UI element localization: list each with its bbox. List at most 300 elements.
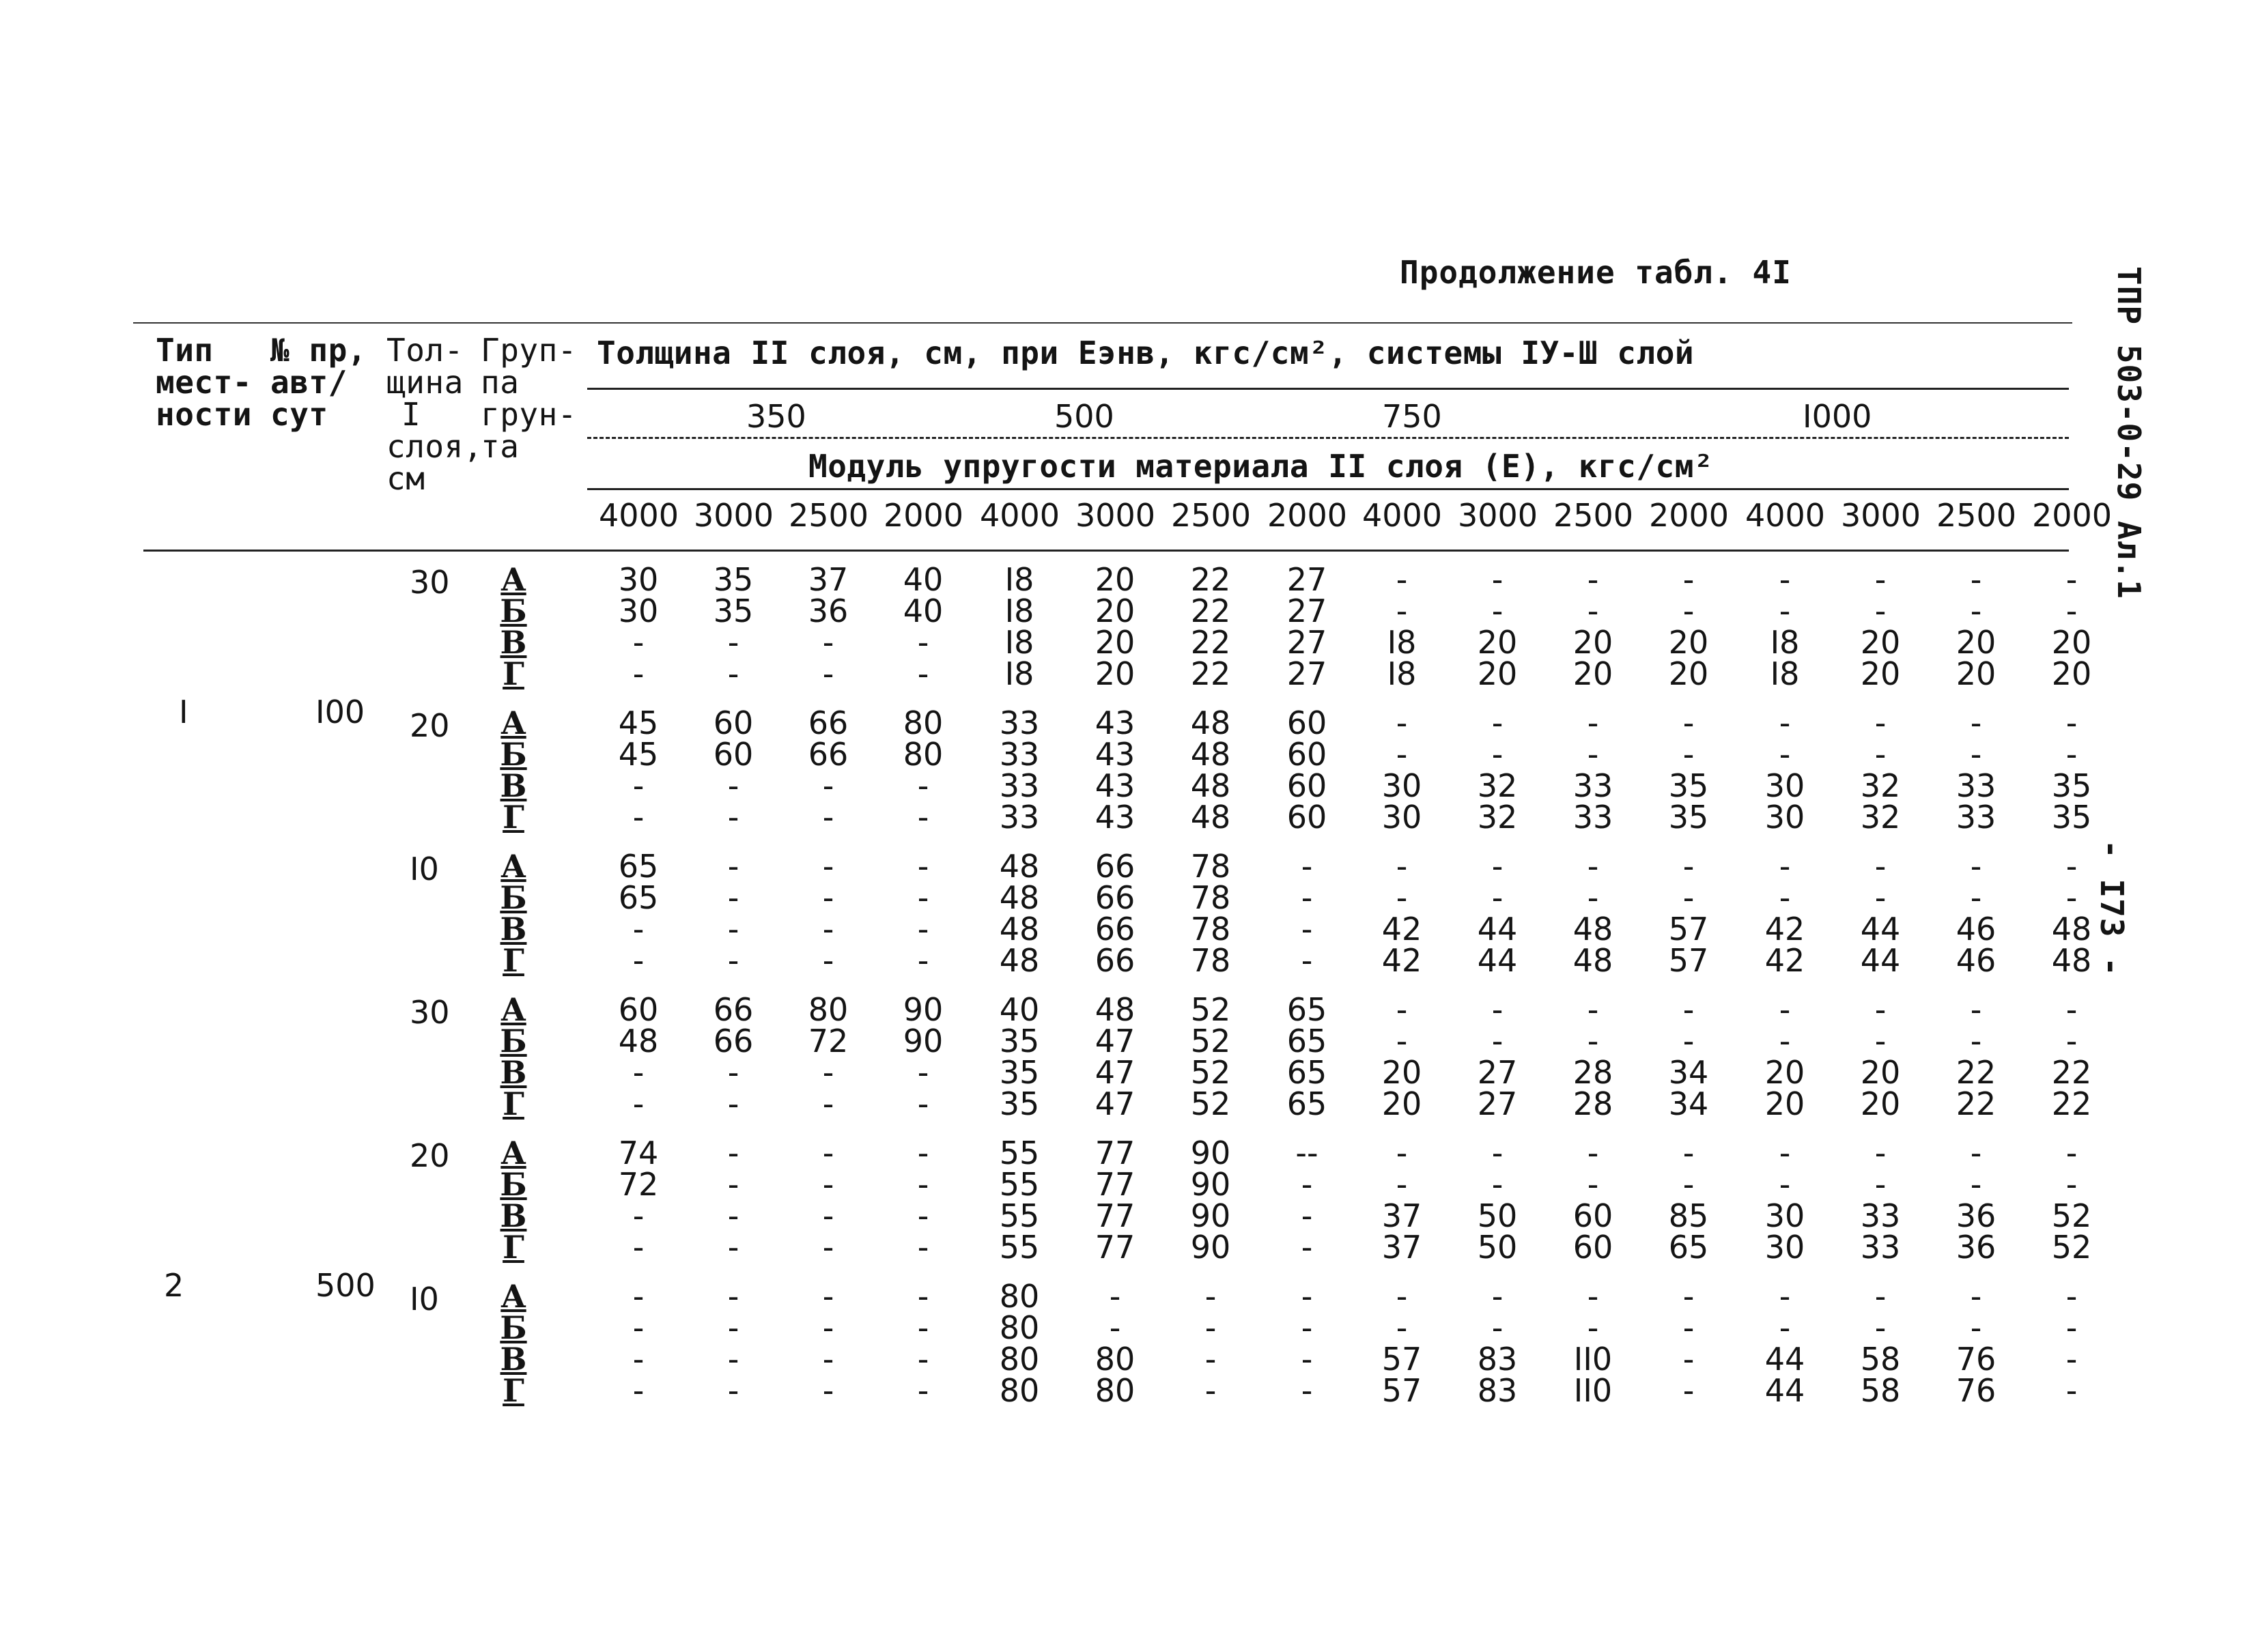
- table-cell: -: [1204, 1341, 1217, 1378]
- table-cell: 20: [1860, 655, 1901, 692]
- table-cell: 40: [903, 561, 944, 598]
- table-cell: -: [917, 1309, 929, 1346]
- table-cell: 35: [1668, 767, 1709, 804]
- table-cell: 80: [808, 991, 849, 1028]
- table-cell: -: [727, 1054, 739, 1091]
- table-cell: 30: [1764, 767, 1805, 804]
- table-cell: -: [1396, 704, 1408, 741]
- table-cell: 80: [1095, 1341, 1135, 1378]
- table-cell: 60: [1286, 799, 1327, 836]
- soil-group-letter: А: [500, 704, 526, 741]
- table-cell: 66: [713, 1023, 754, 1059]
- table-cell: 46: [1956, 911, 1996, 948]
- table-cell: -: [1301, 1278, 1313, 1315]
- table-cell: 32: [1860, 767, 1901, 804]
- table-cell: -: [727, 879, 739, 916]
- modulus-column-label: 3000: [1841, 497, 1921, 534]
- table-cell: 52: [1190, 991, 1231, 1028]
- table-cell: 35: [999, 1023, 1040, 1059]
- table-cell: 65: [1286, 1054, 1327, 1091]
- table-cell: -: [1682, 1135, 1695, 1171]
- table-cell: 80: [903, 736, 944, 773]
- modulus-column-label: 2500: [1936, 497, 2017, 534]
- soil-group-letter: В: [500, 911, 527, 948]
- table-cell: I8: [1004, 655, 1034, 692]
- table-cell: 50: [1477, 1229, 1518, 1266]
- table-cell: -: [1301, 942, 1313, 979]
- header-egroup-500: 500: [1054, 398, 1114, 435]
- table-cell: -: [1874, 1135, 1887, 1171]
- table-cell: 66: [808, 736, 849, 773]
- table-cell: 52: [1190, 1054, 1231, 1091]
- table-cell: 30: [1381, 799, 1422, 836]
- table-cell: -: [917, 624, 929, 661]
- table-cell: 20: [1381, 1054, 1422, 1091]
- table-cell: -: [917, 1054, 929, 1091]
- table-cell: I8: [1004, 561, 1034, 598]
- header-egroup-1000: I000: [1803, 398, 1872, 435]
- table-cell: 33: [1572, 767, 1613, 804]
- table-cell: -: [2065, 736, 2078, 773]
- table-cell: -: [917, 799, 929, 836]
- header-terrain-type: Тип мест- ности: [156, 332, 252, 433]
- table-cell: 66: [1095, 911, 1135, 948]
- table-cell: 55: [999, 1197, 1040, 1234]
- table-cell: -: [1874, 736, 1887, 773]
- table-cell: -: [1587, 1135, 1599, 1171]
- table-cell: 43: [1095, 704, 1135, 741]
- table-cell: I8: [1004, 624, 1034, 661]
- table-cell: -: [822, 655, 834, 692]
- table-cell: -: [632, 1341, 645, 1378]
- table-cell: -: [1301, 911, 1313, 948]
- table-cell: 60: [713, 704, 754, 741]
- table-cell: -: [2065, 848, 2078, 885]
- soil-group-letter: Б: [500, 879, 527, 916]
- table-cell: 20: [1860, 1085, 1901, 1122]
- table-cell: 66: [1095, 879, 1135, 916]
- table-cell: -: [1970, 991, 1982, 1028]
- table-cell: -: [1970, 704, 1982, 741]
- table-cell: -: [1396, 561, 1408, 598]
- modulus-column-label: 3000: [694, 497, 774, 534]
- table-cell: 27: [1286, 593, 1327, 629]
- table-cell: -: [1874, 879, 1887, 916]
- table-cell: 40: [903, 593, 944, 629]
- table-cell: -: [2065, 1023, 2078, 1059]
- table-cell: 20: [1477, 655, 1518, 692]
- modulus-column-label: 2000: [2032, 497, 2113, 534]
- header-thickness-label: Толщина II слоя, см, при Еэнв, кгс/см², системы IУ-Ш слой: [597, 334, 1695, 371]
- modulus-column-label: 2000: [1649, 497, 1730, 534]
- table-cell: 22: [1190, 655, 1231, 692]
- table-cell: -: [632, 1197, 645, 1234]
- table-cell: 80: [999, 1341, 1040, 1378]
- table-cell: -: [1779, 1166, 1791, 1203]
- table-cell: -: [632, 1054, 645, 1091]
- table-cell: -: [727, 942, 739, 979]
- table-cell: II0: [1573, 1372, 1613, 1409]
- soil-group-letter: В: [500, 1197, 527, 1234]
- modulus-column-label: 4000: [1362, 497, 1443, 534]
- table-cell: -: [1301, 1309, 1313, 1346]
- table-cell: -: [1779, 1023, 1791, 1059]
- soil-group-letter: А: [500, 1278, 526, 1315]
- modulus-column-label: 2000: [1267, 497, 1348, 534]
- table-cell: 44: [1764, 1341, 1805, 1378]
- table-cell: -: [1491, 704, 1504, 741]
- table-cell: I8: [1770, 655, 1800, 692]
- table-cell: -: [917, 1197, 929, 1234]
- soil-group-letter: Г: [503, 655, 524, 692]
- table-cell: -: [917, 1135, 929, 1171]
- terrain-type-value: 2: [164, 1267, 184, 1304]
- table-cell: 76: [1956, 1341, 1996, 1378]
- table-cell: 46: [1956, 942, 1996, 979]
- table-cell: 45: [618, 736, 659, 773]
- table-cell: -: [1301, 1372, 1313, 1409]
- soil-group-letter: А: [500, 848, 526, 885]
- table-cell: -: [1682, 1166, 1695, 1203]
- table-cell: -: [1682, 593, 1695, 629]
- table-cell: -: [2065, 561, 2078, 598]
- table-cell: -: [1587, 1166, 1599, 1203]
- table-cell: -: [1874, 1278, 1887, 1315]
- table-cell: 32: [1477, 799, 1518, 836]
- modulus-column-label: 3000: [1458, 497, 1538, 534]
- table-cell: 85: [1668, 1197, 1709, 1234]
- table-cell: 20: [1956, 655, 1996, 692]
- table-cell: -: [727, 1085, 739, 1122]
- soil-group-letter: Г: [503, 799, 524, 836]
- table-cell: 20: [1095, 624, 1135, 661]
- table-cell: 20: [1764, 1085, 1805, 1122]
- table-cell: -: [822, 1372, 834, 1409]
- table-cell: 20: [2051, 624, 2092, 661]
- table-cell: -: [1491, 561, 1504, 598]
- table-cell: 80: [999, 1309, 1040, 1346]
- table-cell: 65: [1668, 1229, 1709, 1266]
- soil-group-letter: Г: [503, 1085, 524, 1122]
- table-cell: 60: [618, 991, 659, 1028]
- table-cell: I8: [1004, 593, 1034, 629]
- header-egroup-350: 350: [746, 398, 806, 435]
- table-cell: -: [822, 911, 834, 948]
- table-cell: 37: [808, 561, 849, 598]
- table-cell: -: [1491, 1135, 1504, 1171]
- table-cell: -: [1204, 1278, 1217, 1315]
- table-cell: -: [632, 911, 645, 948]
- table-cell: 83: [1477, 1372, 1518, 1409]
- table-cell: -: [1779, 1278, 1791, 1315]
- table-cell: 80: [1095, 1372, 1135, 1409]
- table-cell: 57: [1381, 1372, 1422, 1409]
- table-cell: -: [1682, 1023, 1695, 1059]
- table-cell: 77: [1095, 1166, 1135, 1203]
- table-cell: 32: [1860, 799, 1901, 836]
- table-cell: 60: [1286, 736, 1327, 773]
- table-cell: -: [917, 879, 929, 916]
- soil-group-letter: А: [500, 1135, 526, 1171]
- table-cell: -: [1970, 561, 1982, 598]
- table-cell: 30: [1764, 1197, 1805, 1234]
- table-cell: 72: [618, 1166, 659, 1203]
- table-cell: 36: [1956, 1229, 1996, 1266]
- table-cell: -: [1587, 704, 1599, 741]
- table-cell: I8: [1387, 655, 1417, 692]
- table-cell: -: [1301, 1197, 1313, 1234]
- table-cell: 58: [1860, 1372, 1901, 1409]
- soil-group-letter: Б: [500, 1166, 527, 1203]
- table-cell: -: [2065, 991, 2078, 1028]
- table-cell: -: [727, 1278, 739, 1315]
- table-cell: -: [632, 624, 645, 661]
- table-cell: -: [2065, 704, 2078, 741]
- table-cell: -: [632, 1309, 645, 1346]
- header-soil-group: Груп- па грун- та: [481, 332, 577, 465]
- table-cell: 42: [1764, 911, 1805, 948]
- table-cell: -: [1779, 704, 1791, 741]
- table-cell: 48: [1190, 799, 1231, 836]
- table-cell: 48: [999, 911, 1040, 948]
- table-cell: -: [1491, 1166, 1504, 1203]
- table-cell: 22: [2051, 1085, 2092, 1122]
- table-cell: 80: [903, 704, 944, 741]
- table-cell: 78: [1190, 879, 1231, 916]
- table-cell: -: [1396, 736, 1408, 773]
- header-traffic: № пр, авт/ сут: [270, 332, 367, 433]
- table-cell: 36: [808, 593, 849, 629]
- table-cell: 27: [1286, 561, 1327, 598]
- table-cell: 78: [1190, 911, 1231, 948]
- table-cell: 33: [999, 736, 1040, 773]
- table-cell: -: [822, 942, 834, 979]
- modulus-column-label: 4000: [1745, 497, 1826, 534]
- table-cell: 47: [1095, 1085, 1135, 1122]
- table-cell: 48: [1572, 911, 1613, 948]
- table-cell: -: [1396, 879, 1408, 916]
- table-cell: -: [2065, 1341, 2078, 1378]
- table-cell: -: [1587, 1023, 1599, 1059]
- table-cell: -: [1874, 1023, 1887, 1059]
- table-cell: -: [727, 1135, 739, 1171]
- table-cell: 35: [2051, 767, 2092, 804]
- table-cell: -: [1779, 848, 1791, 885]
- table-cell: -: [1970, 736, 1982, 773]
- table-cell: -: [1396, 848, 1408, 885]
- table-cell: 57: [1668, 911, 1709, 948]
- table-cell: -: [1587, 593, 1599, 629]
- table-cell: 90: [1190, 1166, 1231, 1203]
- modulus-column-label: 2000: [884, 497, 964, 534]
- table-cell: 76: [1956, 1372, 1996, 1409]
- table-cell: 30: [1764, 1229, 1805, 1266]
- table-cell: 30: [618, 561, 659, 598]
- table-cell: 77: [1095, 1135, 1135, 1171]
- table-cell: 48: [999, 879, 1040, 916]
- soil-group-letter: А: [500, 991, 526, 1028]
- table-cell: 48: [1190, 736, 1231, 773]
- table-cell: 20: [1477, 624, 1518, 661]
- table-cell: 90: [903, 1023, 944, 1059]
- table-cell: -: [1491, 1278, 1504, 1315]
- table-cell: -: [2065, 1135, 2078, 1171]
- table-cell: -: [1396, 1135, 1408, 1171]
- table-cell: 37: [1381, 1229, 1422, 1266]
- terrain-type-value: I: [179, 694, 188, 730]
- table-cell: -: [1970, 1309, 1982, 1346]
- table-cell: -: [1587, 1278, 1599, 1315]
- table-cell: 20: [1572, 624, 1613, 661]
- table-cell: 47: [1095, 1023, 1135, 1059]
- table-cell: -: [727, 1229, 739, 1266]
- table-cell: -: [1491, 593, 1504, 629]
- table-cell: -: [727, 911, 739, 948]
- header-modulus-label: Модуль упругости материала II слоя (Е), кгс/см²: [808, 448, 1714, 485]
- table-cell: 57: [1668, 942, 1709, 979]
- table-cell: -: [2065, 1166, 2078, 1203]
- table-cell: -: [917, 655, 929, 692]
- table-cell: -: [1874, 561, 1887, 598]
- table-cell: -: [2065, 879, 2078, 916]
- table-cell: 66: [713, 991, 754, 1028]
- table-cell: 47: [1095, 1054, 1135, 1091]
- table-cell: -: [1874, 991, 1887, 1028]
- table-cell: 20: [2051, 655, 2092, 692]
- header-top-rule: [133, 322, 2072, 324]
- table-cell: -: [727, 1197, 739, 1234]
- table-cell: 20: [1764, 1054, 1805, 1091]
- table-cell: -: [1779, 991, 1791, 1028]
- table-cell: 27: [1477, 1085, 1518, 1122]
- table-cell: -: [822, 1309, 834, 1346]
- modulus-column-label: 3000: [1075, 497, 1156, 534]
- table-cell: -: [727, 799, 739, 836]
- table-cell: -: [1396, 1309, 1408, 1346]
- table-cell: 30: [1764, 799, 1805, 836]
- table-cell: -: [1682, 561, 1695, 598]
- table-cell: -: [632, 942, 645, 979]
- header-bottom-rule: [143, 550, 2069, 552]
- table-cell: 33: [1956, 799, 1996, 836]
- table-cell: 22: [1956, 1085, 1996, 1122]
- table-cell: -: [2065, 1372, 2078, 1409]
- table-cell: -: [822, 1278, 834, 1315]
- table-cell: 30: [1381, 767, 1422, 804]
- table-cell: -: [632, 655, 645, 692]
- soil-group-letter: В: [500, 767, 527, 804]
- table-cell: 44: [1764, 1372, 1805, 1409]
- table-cell: -: [1682, 704, 1695, 741]
- modulus-column-label: 4000: [980, 497, 1060, 534]
- table-cell: 55: [999, 1229, 1040, 1266]
- table-cell: -: [1301, 879, 1313, 916]
- table-cell: 44: [1860, 942, 1901, 979]
- table-cell: 65: [1286, 1085, 1327, 1122]
- soil-group-letter: Б: [500, 593, 527, 629]
- table-cell: 28: [1572, 1054, 1613, 1091]
- table-cell: 33: [1860, 1197, 1901, 1234]
- table-cell: 83: [1477, 1341, 1518, 1378]
- table-cell: -: [822, 1341, 834, 1378]
- table-cell: 22: [2051, 1054, 2092, 1091]
- table-cell: -: [917, 942, 929, 979]
- table-cell: -: [1204, 1309, 1217, 1346]
- table-cell: -: [1396, 1278, 1408, 1315]
- table-cell: 50: [1477, 1197, 1518, 1234]
- table-cell: 40: [999, 991, 1040, 1028]
- table-cell: 42: [1381, 911, 1422, 948]
- table-cell: -: [727, 767, 739, 804]
- table-continuation-title: Продолжение табл. 4I: [1400, 254, 1792, 291]
- table-cell: -: [632, 767, 645, 804]
- table-cell: -: [822, 1166, 834, 1203]
- table-cell: -: [1587, 1309, 1599, 1346]
- table-cell: 57: [1381, 1341, 1422, 1378]
- traffic-value: I00: [315, 694, 365, 730]
- table-cell: -: [1301, 1166, 1313, 1203]
- table-cell: -: [1109, 1309, 1121, 1346]
- soil-group-letter: В: [500, 1054, 527, 1091]
- table-cell: 43: [1095, 767, 1135, 804]
- table-cell: -: [632, 799, 645, 836]
- table-cell: 77: [1095, 1197, 1135, 1234]
- table-cell: -: [1491, 848, 1504, 885]
- table-cell: 65: [618, 879, 659, 916]
- table-cell: 22: [1190, 593, 1231, 629]
- table-cell: -: [1682, 848, 1695, 885]
- table-cell: -: [1491, 1309, 1504, 1346]
- table-cell: 48: [1190, 767, 1231, 804]
- table-cell: 74: [618, 1135, 659, 1171]
- table-cell: -: [632, 1278, 645, 1315]
- table-cell: 78: [1190, 848, 1231, 885]
- table-cell: 43: [1095, 736, 1135, 773]
- table-cell: -: [1396, 1166, 1408, 1203]
- table-cell: 20: [1668, 624, 1709, 661]
- table-cell: 33: [999, 799, 1040, 836]
- table-cell: -: [632, 1085, 645, 1122]
- table-cell: I8: [1387, 624, 1417, 661]
- table-cell: 60: [1286, 767, 1327, 804]
- table-cell: -: [917, 911, 929, 948]
- table-cell: 65: [1286, 1023, 1327, 1059]
- table-cell: 35: [999, 1054, 1040, 1091]
- table-cell: -: [1970, 879, 1982, 916]
- table-cell: -: [1682, 879, 1695, 916]
- table-cell: 33: [1572, 799, 1613, 836]
- table-cell: 42: [1764, 942, 1805, 979]
- table-cell: -: [1491, 1023, 1504, 1059]
- table-cell: -: [917, 1278, 929, 1315]
- table-cell: 48: [999, 848, 1040, 885]
- table-cell: II0: [1573, 1341, 1613, 1378]
- table-cell: -: [1874, 848, 1887, 885]
- table-cell: -: [822, 848, 834, 885]
- header-layer-thickness: Тол- щина I слоя, см: [386, 332, 483, 497]
- table-cell: -: [822, 799, 834, 836]
- table-cell: 45: [618, 704, 659, 741]
- table-cell: 60: [1286, 704, 1327, 741]
- table-cell: 48: [1572, 942, 1613, 979]
- table-cell: 33: [1956, 767, 1996, 804]
- table-cell: -: [1970, 593, 1982, 629]
- table-cell: -: [1970, 848, 1982, 885]
- table-cell: 52: [1190, 1085, 1231, 1122]
- table-cell: 60: [1572, 1197, 1613, 1234]
- table-cell: 48: [999, 942, 1040, 979]
- table-cell: 28: [1572, 1085, 1613, 1122]
